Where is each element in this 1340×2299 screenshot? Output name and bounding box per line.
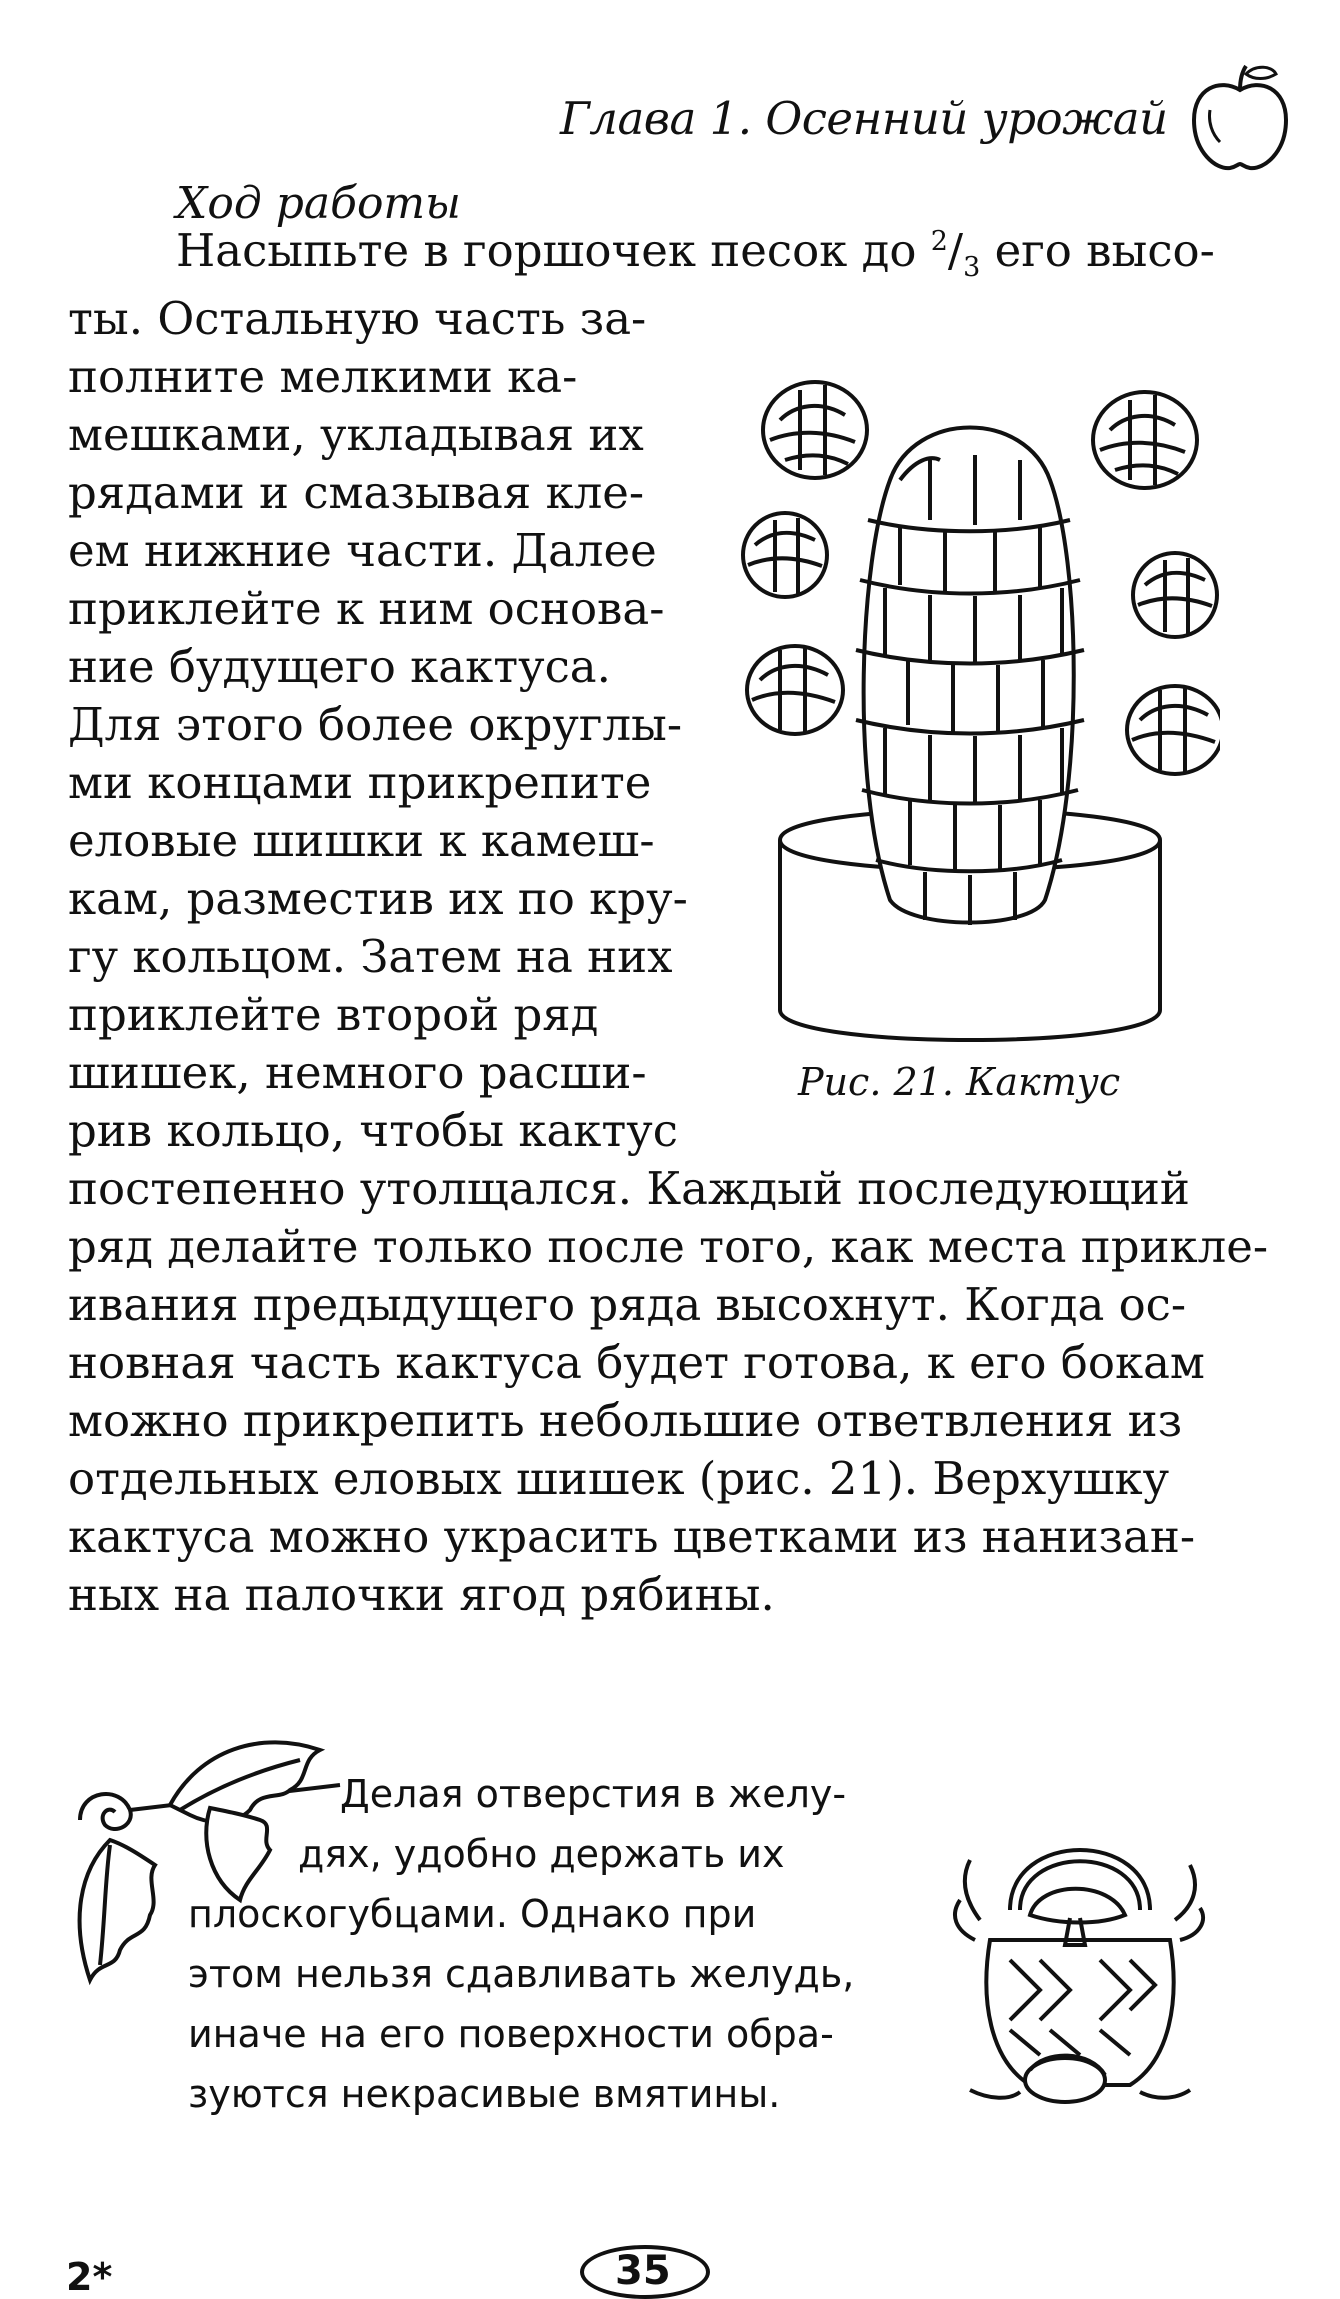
chapter-header: Глава 1. Осенний урожай bbox=[560, 92, 1168, 145]
signature-mark: 2* bbox=[66, 2255, 113, 2299]
paragraph-line: Для этого более округлы- bbox=[68, 698, 683, 751]
paragraph-line: полните мелкими ка- bbox=[68, 350, 578, 403]
section-title: Ход работы bbox=[176, 178, 461, 229]
text-segment: его высо- bbox=[980, 224, 1215, 277]
paragraph-line: кактуса можно украсить цветками из нанизан- bbox=[68, 1510, 1196, 1563]
text-segment: Насыпьте в горшочек песок до bbox=[176, 224, 931, 277]
figure-caption: Рис. 21. Кактус bbox=[798, 1060, 1121, 1104]
paragraph-line: мешками, укладывая их bbox=[68, 408, 644, 461]
tip-line: зуются некрасивые вмятины. bbox=[188, 2072, 781, 2116]
tip-line: иначе на его поверхности обра- bbox=[188, 2012, 834, 2056]
fraction-numerator: 2 bbox=[930, 226, 948, 257]
fraction-slash: / bbox=[947, 224, 964, 277]
paragraph-line: ем нижние части. Далее bbox=[68, 524, 657, 577]
paragraph-line: гу кольцом. Затем на них bbox=[68, 930, 673, 983]
paragraph-line: приклейте второй ряд bbox=[68, 988, 599, 1041]
paragraph-line: постепенно утолщался. Каждый последующий bbox=[68, 1162, 1190, 1215]
paragraph-line: шишек, немного расши- bbox=[68, 1046, 647, 1099]
paragraph-line: ивания предыдущего ряда высохнут. Когда ос- bbox=[68, 1278, 1187, 1331]
paragraph-first-line bbox=[176, 224, 1326, 283]
paragraph-line: ми концами прикрепите bbox=[68, 756, 652, 809]
tip-line: дях, удобно держать их bbox=[298, 1832, 785, 1876]
tip-line: этом нельзя сдавливать желудь, bbox=[188, 1952, 855, 1996]
apple-icon bbox=[1180, 60, 1300, 180]
paragraph-line: отдельных еловых шишек (рис. 21). Верхушку bbox=[68, 1452, 1170, 1505]
paragraph-line: новная часть кактуса будет готова, к его бокам bbox=[68, 1336, 1205, 1389]
mushroom-basket-icon bbox=[950, 1800, 1210, 2120]
paragraph-line: ние будущего кактуса. bbox=[68, 640, 611, 693]
fraction-denominator: 3 bbox=[963, 252, 981, 283]
paragraph-line: ных на палочки ягод рябины. bbox=[68, 1568, 775, 1621]
paragraph-line: приклейте к ним основа- bbox=[68, 582, 665, 635]
paragraph-line: можно прикрепить небольшие ответвления из bbox=[68, 1394, 1183, 1447]
paragraph-line: кам, разместив их по кру- bbox=[68, 872, 688, 925]
tip-line: Делая отверстия в желу- bbox=[340, 1772, 847, 1816]
paragraph-line: ты. Остальную часть за- bbox=[68, 292, 647, 345]
cactus-illustration bbox=[740, 360, 1220, 1050]
page-number: 35 bbox=[615, 2248, 671, 2294]
tip-line: плоскогубцами. Однако при bbox=[188, 1892, 757, 1936]
paragraph-line: рядами и смазывая кле- bbox=[68, 466, 645, 519]
paragraph-line: рив кольцо, чтобы кактус bbox=[68, 1104, 678, 1157]
paragraph-line: ряд делайте только после того, как места прикле- bbox=[68, 1220, 1269, 1273]
paragraph-line: еловые шишки к камеш- bbox=[68, 814, 655, 867]
